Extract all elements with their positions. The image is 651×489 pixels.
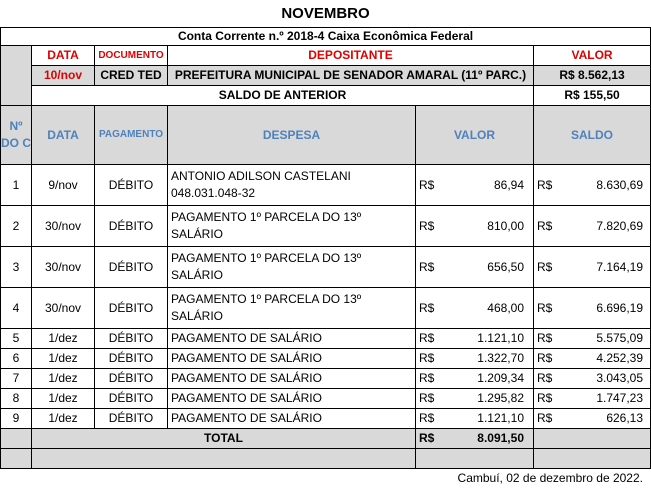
footer-date: Cambuí, 02 de dezembro de 2022.: [457, 471, 643, 485]
total-value: [416, 428, 534, 448]
row-payment: DÉBITO: [95, 287, 168, 328]
row-value: [416, 388, 534, 408]
row-value-currency: R$: [419, 371, 435, 385]
row-value: [416, 164, 534, 205]
table-row: [1, 164, 651, 205]
row-date: 30/nov: [32, 246, 95, 287]
row-value: [416, 368, 534, 388]
table-row: [1, 348, 651, 368]
date-header: DATA: [32, 105, 95, 164]
row-expense: PAGAMENTO DE SALÁRIO: [168, 368, 416, 388]
row-balance-currency: R$: [537, 177, 553, 192]
blank-cell: [534, 428, 651, 448]
deposit-value: R$ 8.562,13: [534, 65, 651, 85]
depositor: PREFEITURA MUNICIPAL DE SENADOR AMARAL (11º PARC.): [168, 65, 534, 85]
row-value-amount: 1.295,82: [477, 391, 524, 405]
row-expense: PAGAMENTO DE SALÁRIO: [168, 328, 416, 348]
row-balance: [534, 287, 651, 328]
row-payment: DÉBITO: [95, 388, 168, 408]
deposit-document-header: DOCUMENTO: [95, 45, 168, 65]
deposit-value-header: VALOR: [534, 45, 651, 65]
row-value-currency: R$: [419, 351, 435, 365]
table-row: [1, 205, 651, 246]
deposit-document: CRED TED: [95, 65, 168, 85]
row-payment: DÉBITO: [95, 246, 168, 287]
row-balance-currency: R$: [537, 371, 553, 385]
row-expense: PAGAMENTO DE SALÁRIO: [168, 408, 416, 428]
row-value-currency: R$: [419, 391, 435, 405]
row-date: 1/dez: [32, 388, 95, 408]
blank-cell: [1, 428, 32, 448]
row-balance-amount: 626,13: [606, 411, 644, 425]
row-value-amount: 1.209,34: [477, 371, 524, 385]
row-date: 1/dez: [32, 348, 95, 368]
page-title: NOVEMBRO: [281, 4, 370, 22]
row-balance-amount: 1.747,23: [596, 391, 644, 405]
row-balance: [534, 388, 651, 408]
row-balance-amount: 3.043,05: [596, 371, 644, 385]
row-value-amount: 1.322,70: [477, 351, 524, 365]
row-balance-currency: R$: [537, 391, 553, 405]
row-payment: DÉBITO: [95, 164, 168, 205]
row-number: 6: [1, 348, 32, 368]
previous-balance-label: SALDO DE ANTERIOR: [32, 85, 534, 105]
row-balance-amount: 6.696,19: [596, 300, 644, 315]
row-payment: DÉBITO: [95, 348, 168, 368]
table-row: [1, 287, 651, 328]
row-value: [416, 328, 534, 348]
blank-cell: [416, 448, 534, 468]
row-value-amount: 468,00: [487, 300, 524, 315]
row-balance-amount: 7.820,69: [596, 218, 644, 233]
row-balance: [534, 246, 651, 287]
row-value-currency: R$: [419, 331, 435, 345]
total-amount: 8.091,50: [477, 431, 524, 445]
total-currency: R$: [419, 431, 435, 445]
row-number: 3: [1, 246, 32, 287]
balance-header: SALDO: [534, 105, 651, 164]
row-expense: PAGAMENTO DE SALÁRIO: [168, 388, 416, 408]
num-header: Nº DO C: [1, 105, 32, 164]
row-balance-currency: R$: [537, 218, 553, 233]
row-date: 1/dez: [32, 408, 95, 428]
row-value-currency: R$: [419, 259, 435, 274]
row-balance-currency: R$: [537, 331, 553, 345]
row-expense: ANTONIO ADILSON CASTELANI 048.031.048-32: [168, 164, 416, 205]
row-value: [416, 205, 534, 246]
row-date: 30/nov: [32, 287, 95, 328]
row-value-currency: R$: [419, 177, 435, 192]
deposit-date: 10/nov: [32, 65, 95, 85]
blank-cell: [1, 45, 32, 105]
row-balance: [534, 368, 651, 388]
row-number: 5: [1, 328, 32, 348]
row-expense: PAGAMENTO 1º PARCELA DO 13º SALÁRIO: [168, 205, 416, 246]
deposit-date-header: DATA: [32, 45, 95, 65]
row-value-amount: 810,00: [487, 218, 524, 233]
row-balance-currency: R$: [537, 351, 553, 365]
expense-rows: [1, 164, 651, 428]
row-payment: DÉBITO: [95, 368, 168, 388]
table-row: [1, 328, 651, 348]
row-payment: DÉBITO: [95, 408, 168, 428]
row-balance: [534, 328, 651, 348]
expense-header: DESPESA: [168, 105, 416, 164]
row-balance-amount: 7.164,19: [596, 259, 644, 274]
row-date: 30/nov: [32, 205, 95, 246]
row-balance-amount: 4.252,39: [596, 351, 644, 365]
row-number: 7: [1, 368, 32, 388]
row-balance: [534, 205, 651, 246]
row-number: 1: [1, 164, 32, 205]
row-value-amount: 86,94: [493, 177, 524, 192]
previous-balance-value: R$ 155,50: [534, 85, 651, 105]
row-payment: DÉBITO: [95, 328, 168, 348]
row-balance-amount: 5.575,09: [596, 331, 644, 345]
row-value-amount: 1.121,10: [477, 331, 524, 345]
row-balance: [534, 408, 651, 428]
row-date: 9/nov: [32, 164, 95, 205]
row-payment: DÉBITO: [95, 205, 168, 246]
depositor-header: DEPOSITANTE: [168, 45, 534, 65]
row-number: 4: [1, 287, 32, 328]
row-value-currency: R$: [419, 218, 435, 233]
row-balance-currency: R$: [537, 259, 553, 274]
blank-cell: [32, 448, 416, 468]
row-value: [416, 287, 534, 328]
row-value: [416, 246, 534, 287]
row-number: 8: [1, 388, 32, 408]
account-title: Conta Corrente n.º 2018-4 Caixa Econômica Federal: [1, 27, 651, 45]
row-value-currency: R$: [419, 411, 435, 425]
row-balance: [534, 164, 651, 205]
row-value: [416, 348, 534, 368]
row-value-currency: R$: [419, 300, 435, 315]
payment-header: PAGAMENTO: [95, 105, 168, 164]
blank-cell: [534, 448, 651, 468]
value-header: VALOR: [416, 105, 534, 164]
row-balance: [534, 348, 651, 368]
row-number: 9: [1, 408, 32, 428]
table-row: [1, 368, 651, 388]
blank-cell: [1, 448, 32, 468]
row-expense: PAGAMENTO 1º PARCELA DO 13º SALÁRIO: [168, 246, 416, 287]
total-label: TOTAL: [32, 428, 416, 448]
row-value-amount: 1.121,10: [477, 411, 524, 425]
row-balance-amount: 8.630,69: [596, 177, 644, 192]
table-row: [1, 388, 651, 408]
table-row: [1, 246, 651, 287]
row-expense: PAGAMENTO DE SALÁRIO: [168, 348, 416, 368]
row-balance-currency: R$: [537, 300, 553, 315]
table-row: [1, 408, 651, 428]
row-date: 1/dez: [32, 328, 95, 348]
row-value-amount: 656,50: [487, 259, 524, 274]
row-date: 1/dez: [32, 368, 95, 388]
row-value: [416, 408, 534, 428]
row-expense: PAGAMENTO 1º PARCELA DO 13º SALÁRIO: [168, 287, 416, 328]
row-number: 2: [1, 205, 32, 246]
row-balance-currency: R$: [537, 411, 553, 425]
